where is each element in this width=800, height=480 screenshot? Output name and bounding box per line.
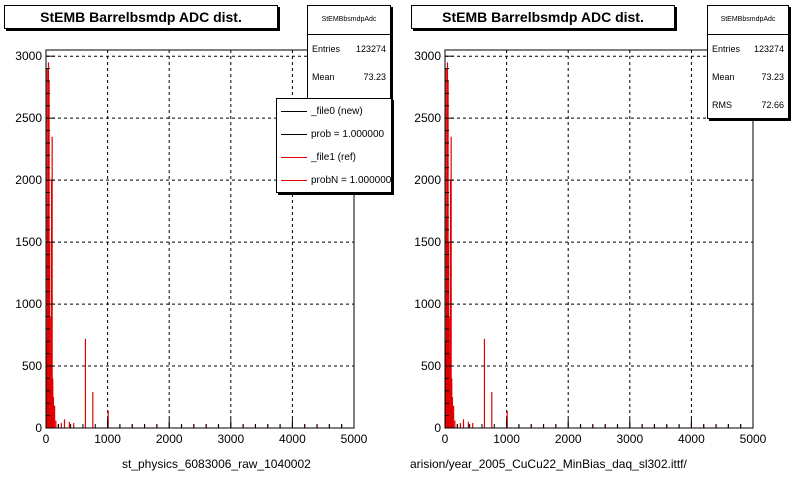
legend-line-black [281,111,307,112]
stat-label: Mean [712,72,735,82]
legend-line-red [281,180,307,181]
legend-entry-probn [281,171,391,189]
y-tick-label: 3000 [414,49,441,64]
stat-value: 72.66 [761,100,784,110]
x-tick-label: 3000 [616,432,644,446]
stat-value: 123274 [355,44,386,54]
panel-2-stats-divider [708,34,788,35]
panel-2-title-text: StEMB Barrelbsmdp ADC dist. [442,9,644,25]
panel-1-file-label: st_physics_6083006_raw_1040002 [122,457,311,471]
x-tick-label: 4000 [678,432,705,446]
panel-1-legend [276,98,392,193]
stat-label: Entries [712,44,741,54]
panel-2-stats-box [707,5,789,119]
y-tick-label: 3000 [15,49,42,64]
y-tick-label: 2500 [15,111,42,126]
x-tick-label: 4000 [279,432,306,446]
y-tick-label: 1000 [15,297,42,312]
y-tick-label: 0 [35,421,42,435]
panel-1-title [4,5,278,29]
stat-label: Entries [312,44,341,54]
x-tick-label: 1000 [94,432,121,446]
legend-line-black [281,134,307,135]
y-tick-label: 500 [21,359,42,374]
y-tick-label: 1500 [414,235,441,250]
stat-value: 73.23 [363,72,386,82]
x-tick-label: 0 [441,432,449,446]
legend-entry-prob [281,125,384,143]
legend-entry-file0 [281,102,363,120]
x-tick-label: 2000 [155,432,183,446]
stat-value: 123274 [753,44,784,54]
y-tick-label: 2000 [414,173,441,188]
x-tick-label: 0 [42,432,50,446]
panel-2-stat-mean [712,72,784,82]
legend-text: probN = 1.000000 [311,174,392,186]
panel-1-stats-name: StEMBbsmdpAdc [321,16,377,23]
y-tick-label: 1000 [414,297,441,312]
panel-1-stat-entries [312,44,386,54]
panel-2-stat-rms [712,100,784,110]
y-tick-label: 2500 [414,111,441,126]
x-tick-label: 5000 [340,432,368,446]
panel-1-stat-mean [312,72,386,82]
legend-text: _file0 (new) [311,105,363,117]
stat-value: 73.23 [761,72,784,82]
x-tick-label: 5000 [739,432,767,446]
stat-label: RMS [712,100,732,110]
x-tick-label: 3000 [217,432,245,446]
legend-line-red [281,157,307,158]
y-tick-label: 0 [434,421,441,435]
x-tick-label: 1000 [493,432,520,446]
stat-label: Mean [312,72,335,82]
y-tick-label: 1500 [15,235,42,250]
panel-1-title-text: StEMB Barrelbsmdp ADC dist. [40,9,242,25]
x-tick-label: 2000 [554,432,582,446]
panel-2-title [411,5,675,29]
panel-2-stat-entries [712,44,784,54]
legend-text: _file1 (ref) [311,151,357,163]
y-tick-label: 2000 [15,173,42,188]
y-tick-label: 500 [420,359,441,374]
panel-2-stats-name: StEMBbsmdpAdc [720,16,776,23]
legend-text: prob = 1.000000 [311,128,385,140]
panel-2-file-label: arision/year_2005_CuCu22_MinBias_daq_sl302.ittf/ [410,457,687,471]
legend-entry-file1 [281,148,356,166]
panel-1-stats-divider [308,34,390,35]
